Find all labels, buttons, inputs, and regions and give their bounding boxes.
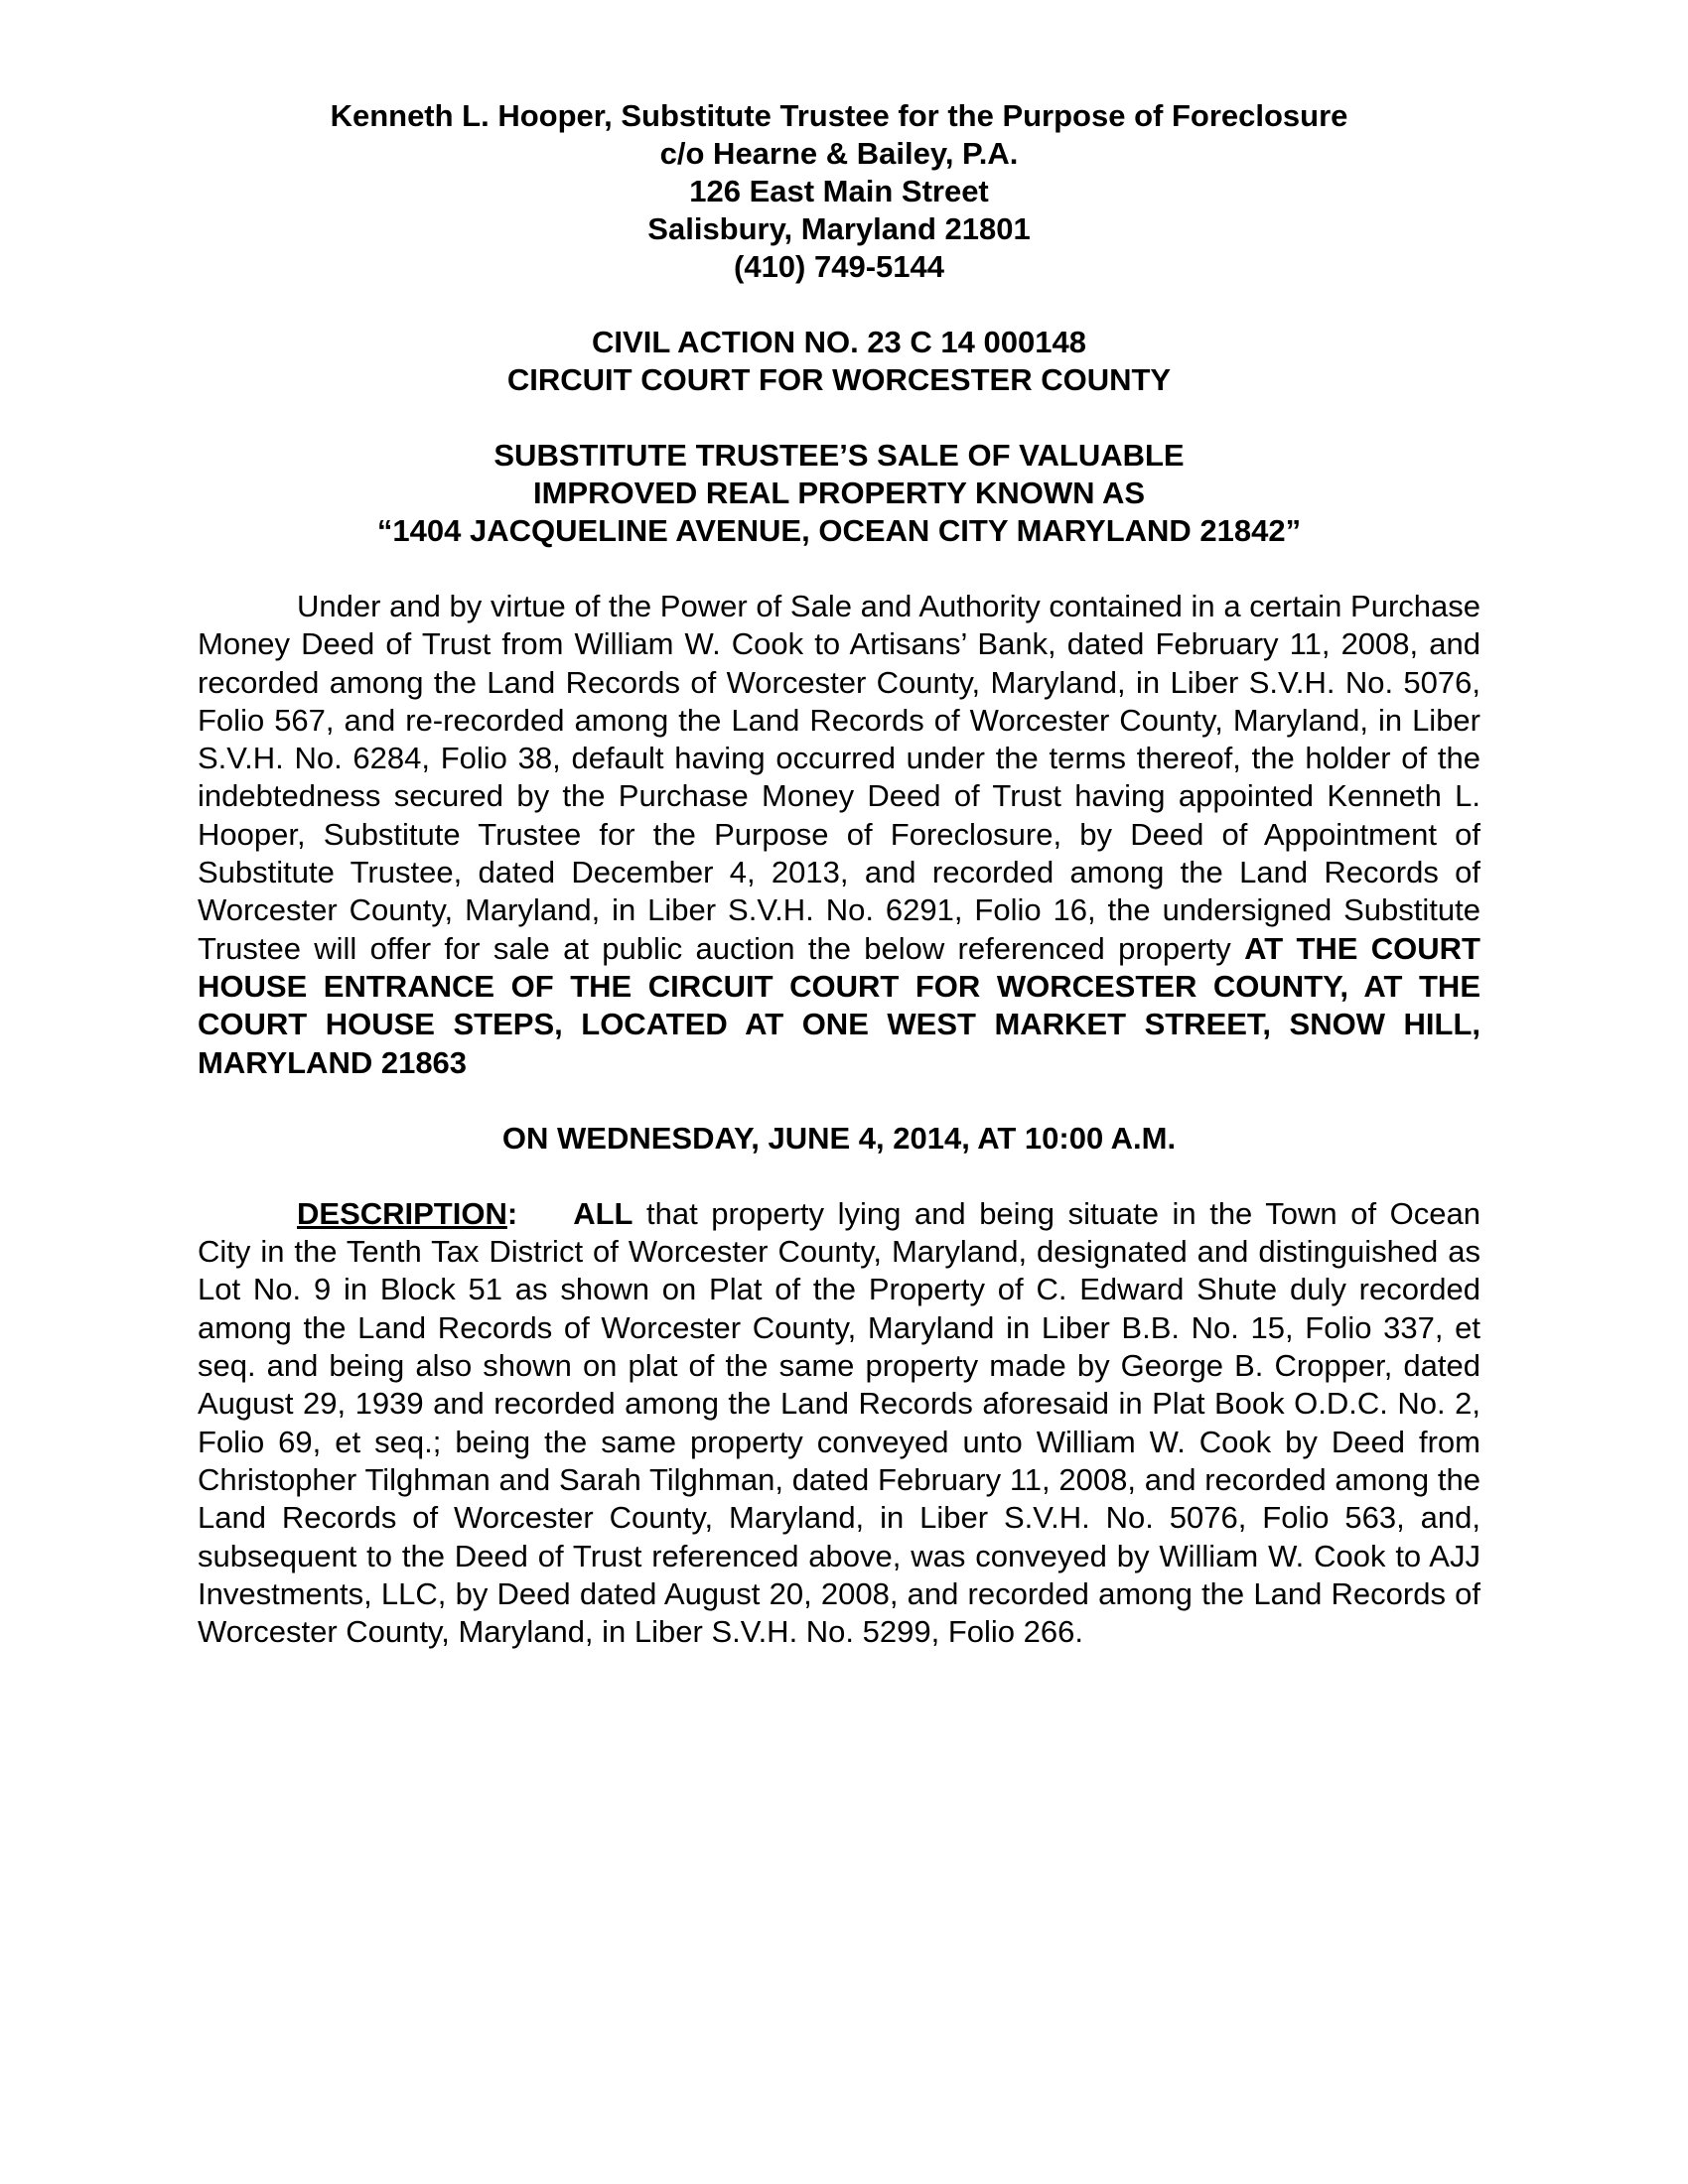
- phone-number-line: (410) 749-5144: [734, 249, 944, 284]
- power-of-sale-text: Under and by virtue of the Power of Sale and Authority contained in a certain Purchase Money Deed of Trust from William W. Cook to Artisans’ Bank, dated February 11, 2008, and recorded among the Land Records of Worcester County, Maryland, in Liber S.V.H. No. 5076, Folio 567, and re-recorded among the Land Records of Worcester County, Maryland, in Liber S.V.H. No. 6284, Folio 38, default having occurred under the terms thereof, the holder of the indebtedness secured by the Purchase Money Deed of Trust having appointed Kenneth L. Hooper, Substitute Trustee for the Purpose of Foreclosure, by Deed of Appointment of Substitute Trustee, dated December 4, 2013, and recorded among the Land Records of Worcester County, Maryland, in Liber S.V.H. No. 6291, Folio 16, the undersigned Substitute Trustee will offer for sale at public auction the below referenced property: [198, 589, 1480, 966]
- description-paragraph: [198, 1195, 1480, 1652]
- description-text: that property lying and being situate in the Town of Ocean City in the Tenth Tax District of Worcester County, Maryland, designated and distinguished as Lot No. 9 in Block 51 as shown on Plat of the Property of C. Edward Shute duly recorded among the Land Records of Worcester County, Maryland in Liber B.B. No. 15, Folio 337, et seq. and being also shown on plat of the same property made by George B. Cropper, dated August 29, 1939 and recorded among the Land Records aforesaid in Plat Book O.D.C. No. 2, Folio 69, et seq.; being the same property conveyed unto William W. Cook by Deed from Christopher Tilghman and Sarah Tilghman, dated February 11, 2008, and recorded among the Land Records of Worcester County, Maryland, in Liber S.V.H. No. 5076, Folio 563, and, subsequent to the Deed of Trust referenced above, was conveyed by William W. Cook to AJJ Investments, LLC, by Deed dated August 20, 2008, and recorded among the Land Records of Worcester County, Maryland, in Liber S.V.H. No. 5299, Folio 266.: [198, 1195, 1480, 1650]
- city-state-zip-line: Salisbury, Maryland 21801: [647, 211, 1031, 246]
- civil-action-number: CIVIL ACTION NO. 23 C 14 000148: [592, 325, 1086, 359]
- trustee-header: [198, 97, 1480, 286]
- case-caption: [198, 324, 1480, 399]
- street-address-line: 126 East Main Street: [689, 174, 989, 208]
- auction-location: AT THE COURT HOUSE ENTRANCE OF THE CIRCUIT COURT FOR WORCESTER COUNTY, AT THE COURT HOUSE STEPS, LOCATED AT ONE WEST MARKET STREET, SNOW HILL, MARYLAND 21863: [198, 930, 1480, 1080]
- power-of-sale-paragraph: [198, 588, 1480, 1082]
- sale-title: [198, 437, 1480, 550]
- firm-name-line: c/o Hearne & Bailey, P.A.: [659, 136, 1019, 171]
- sale-date-heading: [198, 1120, 1480, 1158]
- sale-title-line-1: SUBSTITUTE TRUSTEE’S SALE OF VALUABLE: [493, 438, 1185, 473]
- description-colon: :: [506, 1195, 518, 1231]
- trustee-name-line: Kenneth L. Hooper, Substitute Trustee for the Purpose of Foreclosure: [330, 98, 1348, 133]
- sale-date-text: ON WEDNESDAY, JUNE 4, 2014, AT 10:00 A.M.: [501, 1120, 1177, 1156]
- sale-title-line-2: IMPROVED REAL PROPERTY KNOWN AS: [532, 476, 1146, 510]
- court-name: CIRCUIT COURT FOR WORCESTER COUNTY: [506, 362, 1172, 397]
- property-address-line: “1404 JACQUELINE AVENUE, OCEAN CITY MARYLAND 21842”: [376, 513, 1302, 548]
- description-label: DESCRIPTION: [297, 1195, 507, 1231]
- description-all-keyword: ALL: [573, 1195, 633, 1231]
- document-page: [198, 97, 1480, 1651]
